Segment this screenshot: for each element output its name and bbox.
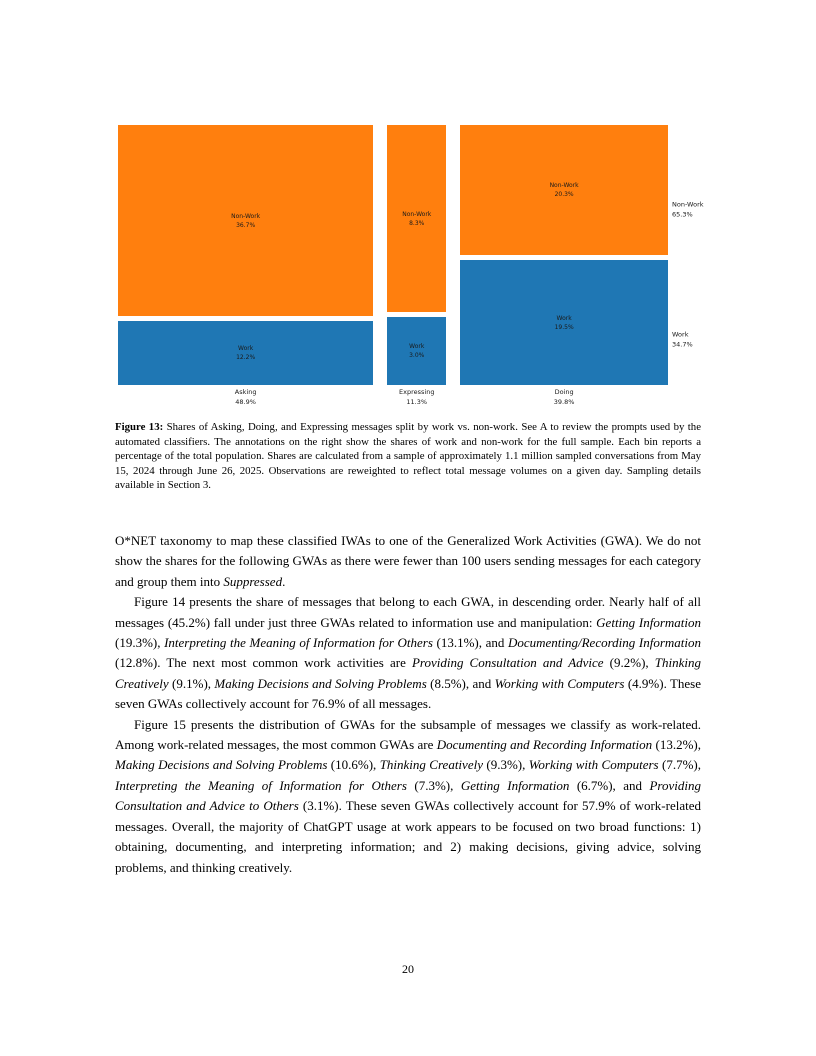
text-segment: Interpreting the Meaning of Information for Others <box>115 777 407 793</box>
paragraph-figure-14 <box>115 592 701 714</box>
total-annotation-name: Non-Work <box>672 200 704 209</box>
text-segment: (9.1%), <box>168 675 215 691</box>
text-segment: Figure 14 presents the share of messages that belong to each GWA, in descending order. Nearly half of all messages (45.2%) fall under just three GWAs related to information use and manipulation: <box>115 594 701 630</box>
text-segment: (7.3%), <box>406 777 461 793</box>
segment-label <box>402 210 431 228</box>
text-segment: (8.5%), and <box>426 675 495 691</box>
text-segment: (13.1%), and <box>432 635 508 651</box>
segment-asking-non-work <box>118 125 373 316</box>
segment-label-value: 8.3% <box>409 219 425 227</box>
text-segment: (6.7%), and <box>569 777 650 793</box>
text-segment: Suppressed <box>223 573 283 589</box>
segment-label-name: Work <box>238 345 254 353</box>
mosaic-plot <box>118 125 704 406</box>
total-annotation-value: 34.7% <box>672 339 693 348</box>
text-segment: (7.7%), <box>658 757 701 773</box>
segment-label-value: 20.3% <box>554 191 574 199</box>
segment-doing-work <box>460 260 668 385</box>
segment-expressing-non-work <box>387 125 446 312</box>
segment-label <box>409 342 424 360</box>
category-label-doing <box>460 388 668 408</box>
text-segment: O*NET taxonomy to map these classified IWAs to one of the Generalized Work Activities (GWA). We do not show the shares for the following GWAs as there were fewer than 100 users sending messages for each category and group them into <box>115 533 701 589</box>
text-segment: (12.8%). The next most common work activities are <box>115 655 412 671</box>
body-text <box>115 531 701 878</box>
text-segment: (9.3%), <box>482 757 529 773</box>
segment-label-value: 19.5% <box>554 323 574 331</box>
text-segment: (19.3%), <box>115 635 165 651</box>
paragraph-figure-15 <box>115 715 701 878</box>
segment-label-value: 36.7% <box>236 221 256 229</box>
paragraph-onet-taxonomy <box>115 531 701 592</box>
total-annotation-value: 65.3% <box>672 209 693 218</box>
text-segment: Making Decisions and Solving Problems <box>214 675 427 691</box>
text-segment: Interpreting the Meaning of Information for Others <box>164 635 433 651</box>
text-segment: Getting Information <box>460 777 570 793</box>
segment-asking-work <box>118 321 373 385</box>
category-label-name: Doing <box>554 388 574 396</box>
category-label-asking <box>118 388 373 408</box>
text-segment: Making Decisions and Solving Problems <box>115 757 328 773</box>
text-segment: Shares of Asking, Doing, and Expressing messages split by work vs. non-work. See A to review the prompts used by the automated classifiers. The annotations on the right show the shares of work and non-work for the full sample. Each bin reports a percentage of the total population. Shares are calculated from a sample of approximately 1.1 million sampled conversations from May 15, 2024 through June 26, 2025. Observations are reweighted to reflect total message volumes on a given day. Sampling details available in Section 3. <box>115 421 701 492</box>
segment-doing-non-work <box>460 125 668 255</box>
category-label-name: Expressing <box>399 388 435 396</box>
category-label-value: 11.3% <box>406 397 428 406</box>
category-label-value: 48.9% <box>235 397 256 406</box>
text-segment: Working with Computers <box>528 757 659 773</box>
figure-13-caption <box>115 420 701 493</box>
text-segment: Thinking Creatively <box>115 655 701 691</box>
segment-label <box>550 181 579 199</box>
text-segment: (3.1%). These seven GWAs collectively account for 57.9% of work-related messages. Overall, the majority of ChatGPT usage at work appears to be focused on two broad functions: 1) obtaining, documenting, and interpreting information; and 2) making decisions, giving advice, solving problems, and thinking creatively. <box>115 798 701 875</box>
segment-expressing-work <box>387 317 446 385</box>
text-segment: Providing Consultation and Advice <box>411 655 604 671</box>
total-annotation-non-work <box>672 200 704 220</box>
text-segment: Getting Information <box>596 614 701 630</box>
category-label-value: 39.8% <box>553 397 575 406</box>
segment-label-value: 3.0% <box>409 352 425 360</box>
text-segment: (4.9%). These seven GWAs collectively account for 76.9% of all messages. <box>115 675 702 712</box>
segment-label <box>555 314 574 332</box>
segment-label <box>231 212 260 230</box>
total-annotation-work <box>672 330 693 350</box>
segment-label-name: Work <box>556 314 572 322</box>
segment-label-name: Non-Work <box>231 212 261 220</box>
text-segment: Documenting/Recording Information <box>507 635 701 651</box>
text-segment: Figure 13: <box>115 421 164 433</box>
page-number: 20 <box>402 962 414 976</box>
figure-13-chart <box>118 125 704 406</box>
text-segment: (13.2%), <box>652 737 701 753</box>
text-segment: Working with Computers <box>494 675 625 691</box>
segment-label-name: Non-Work <box>402 210 432 218</box>
text-segment: Figure 15 presents the distribution of GWAs for the subsample of messages we classify as work-related. Among work-related messages, the most common GWAs are <box>115 716 701 753</box>
text-segment: (9.2%), <box>603 655 655 671</box>
total-annotation-name: Work <box>672 330 689 339</box>
text-segment: (10.6%), <box>327 757 380 773</box>
segment-label <box>236 344 255 362</box>
segment-label-name: Non-Work <box>549 182 579 190</box>
text-segment: Thinking Creatively <box>379 757 483 773</box>
text-segment: Providing Consultation and Advice to Others <box>115 777 701 814</box>
segment-label-name: Work <box>409 343 425 351</box>
text-segment: Documenting and Recording Information <box>436 737 653 753</box>
text-segment: . <box>282 573 286 589</box>
category-label-name: Asking <box>234 388 257 396</box>
category-label-expressing <box>387 388 446 408</box>
segment-label-value: 12.2% <box>236 354 256 362</box>
